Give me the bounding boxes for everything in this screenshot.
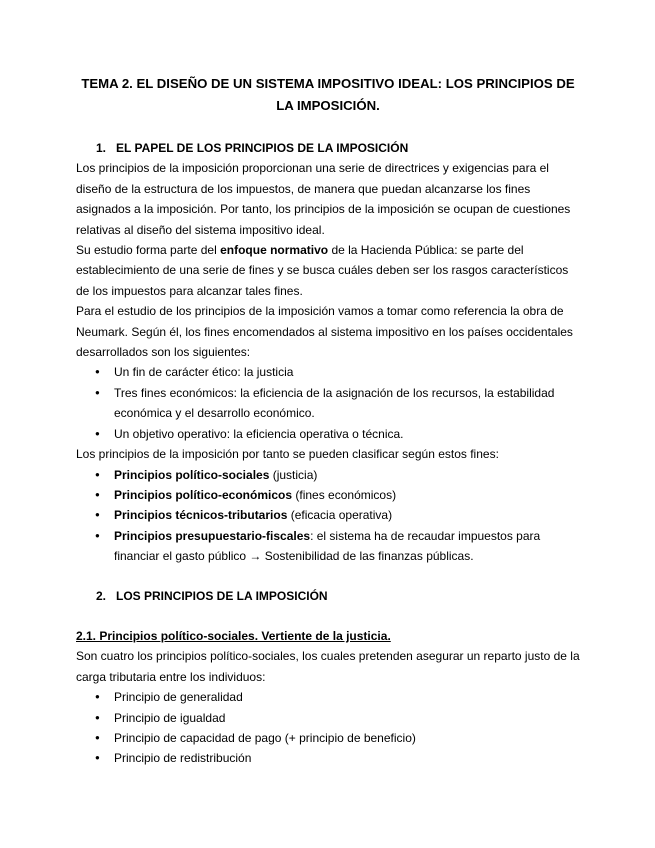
principle-detail: : el sistema ha de recaudar impuestos para financiar el gasto público → Sostenibilidad de las finanzas públicas.	[114, 528, 541, 564]
document-title	[64, 73, 592, 117]
fines-list	[76, 362, 581, 444]
document-body	[76, 138, 581, 769]
principle-detail: (justicia)	[269, 467, 318, 482]
section-1-paragraph-3: Para el estudio de los principios de la imposición vamos a tomar como referencia la obra de Neumark. Según él, los fines encomendados al sistema impositivo en los países occidentales desarrollados son los siguientes:	[76, 304, 573, 360]
section-1-paragraph-1: Los principios de la imposición proporcionan una serie de directrices y exigencias para el diseño de la estructura de los impuestos, de manera que puedan alcanzarse los fines asignados a la imposición. Por tanto, los principios de la imposición se ocupan de cuestiones relativas al diseño del sistema impositivo ideal.	[76, 161, 571, 237]
title-line-2: LA IMPOSICIÓN.	[276, 98, 380, 113]
list-item	[76, 505, 581, 525]
list-item	[76, 526, 581, 567]
title-line-1: TEMA 2. EL DISEÑO DE UN SISTEMA IMPOSITIVO IDEAL: LOS PRINCIPIOS DE	[81, 76, 575, 91]
list-item: ● Un fin de carácter ético: la justicia	[76, 362, 581, 382]
section-1-number: 1.	[96, 141, 107, 155]
principios-list	[76, 465, 581, 567]
list-item	[76, 485, 581, 505]
section-1-paragraph-2	[76, 240, 581, 301]
list-item: ● Principio de igualdad	[76, 708, 581, 728]
list-item: ● Tres fines económicos: la eficiencia de la asignación de los recursos, la estabilidad económica y el desarrollo económico.	[76, 383, 581, 424]
list-item: ● Principio de capacidad de pago (+ principio de beneficio)	[76, 728, 581, 748]
principle-name: Principios técnicos-tributarios	[114, 508, 288, 523]
subsection-2-1-paragraph: Son cuatro los principios político-sociales, los cuales pretenden asegurar un reparto justo de la carga tributaria entre los individuos:	[76, 649, 580, 684]
list-item	[76, 465, 581, 485]
section-1-paragraph-4: Los principios de la imposición por tanto se pueden clasificar según estos fines:	[76, 447, 499, 462]
principle-name: Principios presupuestario-fiscales	[114, 528, 311, 543]
list-item: ● Un objetivo operativo: la eficiencia operativa o técnica.	[76, 424, 581, 444]
paragraph-2-post: de la Hacienda Pública: se parte del establecimiento de una serie de fines y se busca cuáles deben ser los rasgos característicos de los impuestos para alcanzar tales fines.	[76, 243, 569, 298]
section-1-heading	[96, 138, 581, 158]
politico-sociales-list	[76, 687, 581, 769]
subsection-2-1-heading: 2.1. Principios político-sociales. Vertiente de la justicia.	[76, 628, 391, 643]
list-item: ● Principio de generalidad	[76, 687, 581, 707]
principle-detail: (eficacia operativa)	[287, 508, 393, 523]
principle-name: Principios político-sociales	[114, 467, 270, 482]
section-2-heading-text: LOS PRINCIPIOS DE LA IMPOSICIÓN	[116, 588, 328, 603]
section-2-heading	[96, 586, 581, 606]
section-1-heading-text: EL PAPEL DE LOS PRINCIPIOS DE LA IMPOSICIÓN	[116, 141, 409, 155]
principle-name: Principios político-económicos	[114, 487, 293, 502]
section-2-number: 2.	[96, 588, 107, 603]
enfoque-normativo: enfoque normativo	[220, 243, 329, 258]
paragraph-2-pre: Su estudio forma parte del	[76, 243, 221, 258]
principle-detail: (fines económicos)	[292, 487, 397, 502]
list-item: ● Principio de redistribución	[76, 748, 581, 768]
